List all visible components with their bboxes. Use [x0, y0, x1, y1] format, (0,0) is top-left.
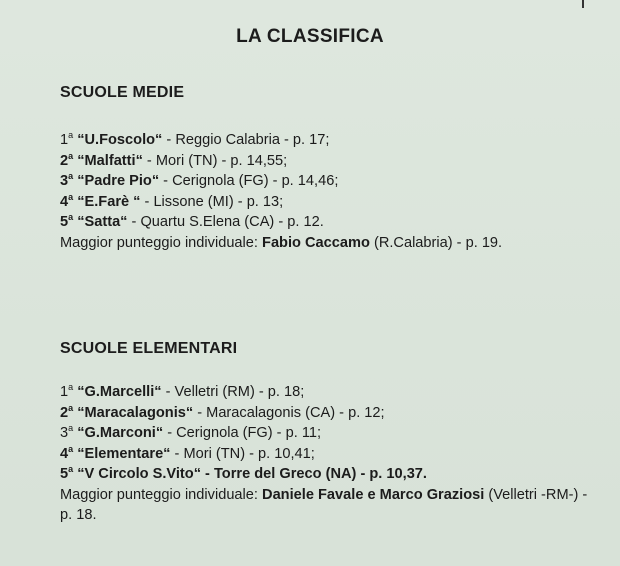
list-item: 5$^a$ “Satta“ - Quartu S.Elena (CA) - p. 12.	[60, 212, 324, 230]
section-heading-elementari: SCUOLE ELEMENTARI	[60, 340, 238, 357]
individual-score-note: Maggior punteggio individuale: Daniele Favale e Marco Graziosi (Velletri -RM-) - p. 18.	[60, 486, 588, 523]
list-item: 1$^a$ “U.Foscolo“ - Reggio Calabria - p. 17;	[60, 130, 330, 148]
list-item: 4$^a$ “Elementare“ - Mori (TN) - p. 10,41;	[60, 443, 315, 462]
ranking-list-elementari	[60, 382, 600, 526]
list-item: 1$^a$ “G.Marcelli“ - Velletri (RM) - p. 18;	[60, 382, 305, 400]
list-item: 5$^a$ “V Circolo S.Vito“ - Torre del Greco (NA) - p. 10,37.	[60, 464, 427, 482]
list-item: 3$^a$ “Padre Pio“ - Cerignola (FG) - p. 14,46;	[60, 171, 339, 189]
list-item: 2$^a$ “Malfatti“ - Mori (TN) - p. 14,55;	[60, 150, 288, 169]
list-item: 3$^a$ “G.Marconi“ - Cerignola (FG) - p. 11;	[60, 423, 322, 441]
section-heading-medie: SCUOLE MEDIE	[60, 84, 185, 101]
list-item: 4$^a$ “E.Farè “ - Lissone (MI) - p. 13;	[60, 191, 284, 210]
ranking-list-medie	[60, 130, 600, 253]
list-item: 2$^a$ “Maracalagonis“ - Maracalagonis (CA) - p. 12;	[60, 402, 385, 421]
page-title: LA CLASSIFICA	[236, 26, 384, 47]
individual-score-note: Maggior punteggio individuale: Fabio Caccamo (R.Calabria) - p. 19.	[60, 234, 503, 251]
corner-mark	[582, 0, 584, 8]
